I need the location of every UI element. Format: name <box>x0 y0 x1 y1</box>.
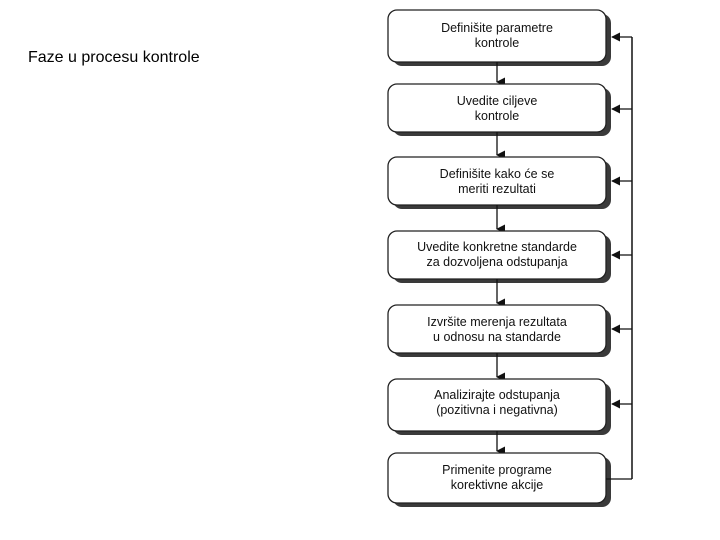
step-6-line1: Analizirajte odstupanja <box>434 388 560 402</box>
step-box-7 <box>388 453 611 507</box>
step-box-6 <box>388 379 611 435</box>
step-2-line2: kontrole <box>474 109 520 123</box>
step-2-line1: Uvedite ciljeve <box>456 94 538 108</box>
step-7-line2: korektivne akcije <box>450 478 544 492</box>
step-6-line2: (pozitivna i negativna) <box>436 403 558 417</box>
step-1-line2: kontrole <box>474 36 520 50</box>
step-4-line1: Uvedite konkretne standarde <box>417 240 577 254</box>
step-box-4 <box>388 231 611 283</box>
step-5-line1: Izvršite merenja rezultata <box>427 315 567 329</box>
step-5-line2: u odnosu na standarde <box>433 330 561 344</box>
step-4-line2: za dozvoljena odstupanja <box>426 255 568 269</box>
step-3-line1: Definišite kako će se <box>439 167 555 181</box>
step-box-5 <box>388 305 611 357</box>
step-box-3 <box>388 157 611 209</box>
step-box-1 <box>388 10 611 66</box>
step-1-line1: Definišite parametre <box>441 21 553 35</box>
step-7-line1: Primenite programe <box>442 463 552 477</box>
step-3-line2: meriti rezultati <box>458 182 536 196</box>
slide-title: Faze u procesu kontrole <box>28 49 200 66</box>
step-box-2 <box>388 84 611 136</box>
